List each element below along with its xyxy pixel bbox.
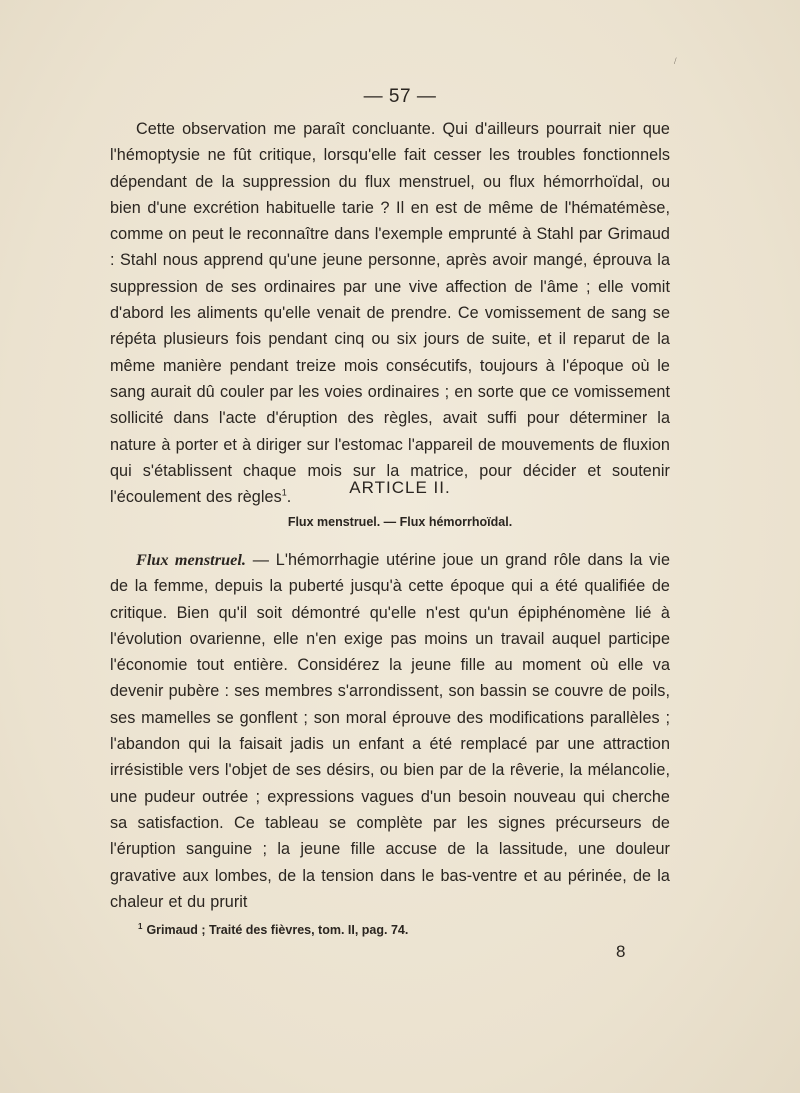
article-subheading: Flux menstruel. — Flux hémorrhoïdal. xyxy=(287,515,513,529)
article-heading: ARTICLE II. xyxy=(349,478,451,497)
page-number: — 57 — xyxy=(363,86,437,107)
footnote-marker: 1 xyxy=(138,922,143,931)
footnote-text: Grimaud ; Traité des fièvres, tom. II, pag. 74. xyxy=(146,923,409,938)
paragraph-lead: Flux menstruel. xyxy=(136,551,247,569)
paragraph-end: . xyxy=(286,488,292,507)
stray-mark: / xyxy=(674,56,677,66)
paragraph-text xyxy=(110,547,670,915)
paragraph-body: Cette observation me paraît concluante. Qui d'ailleurs pourrait nier que l'hémoptysie ne fût critique, lorsqu'elle fait cesser les troubles fonctionnels dépendant de la suppression du flux menstruel, ou flux hémorrhoïdal, ou bien d'une excrétion habituelle tarie ? Il en est de même de l'hématémèse, comme on peut le reconnaître dans l'exemple emprunté à Stahl par Grimaud : Stahl nous apprend qu'une jeune personne, après avoir mangé, éprouva la suppression de ses ordinaires par une vive affection de l'âme ; elle vomit d'abord les aliments qu'elle venait de prendre. Ce vomissement de sang se répéta plusieurs fois pendant cinq ou six jours de suite, et il reparut de la même manière pendant treize mois consécutifs, toujours à l'époque où le sang aurait dû couler par les voies ordinaires ; en sorte que ce vomissement sollicité dans l'acte d'éruption des règles, avait suffi pour déterminer la nature à porter et à diriger sur l'estomac l'appareil de mouvements de fluxion qui s'établissent chaque mois sur la matrice, pour décider et soutenir l'écoulement des règles xyxy=(110,120,670,507)
paragraph-body: — L'hémorrhagie utérine joue un grand rôle dans la vie de la femme, depuis la puberté jusqu'à cette époque qui a été qualifiée de critique. Bien qu'il soit démontré qu'elle n'est qu'un épiphénomène lié à l'évolution ovarienne, elle n'en exige pas moins un travail auquel participe l'économie tout entière. Considérez la jeune fille au moment où elle va devenir pubère : ses membres s'arrondissent, son bassin se couvre de poils, ses mamelles se gonflent ; son moral éprouve des modifications parallèles ; l'abandon qui la faisait jadis un enfant a été remplacé par une attraction irrésistible vers l'objet de ses désirs, ou bien par de la rêverie, la mélancolie, une pudeur outrée ; expressions vagues d'un besoin nouveau qui cherche sa satisfaction. Ce tableau se complète par les signes précurseurs de l'éruption sanguine ; la jeune fille accuse de la lassitude, une douleur gravative aux lombes, de la tension dans le bas-ventre et au périnée, de la chaleur et du prurit xyxy=(110,551,670,911)
footnote xyxy=(138,922,408,937)
signature-mark: 8 xyxy=(616,942,626,961)
paragraph-observation xyxy=(110,116,670,510)
footnote-reference: 1 xyxy=(281,487,287,498)
paragraph-text xyxy=(110,116,670,510)
paragraph-flux-menstruel xyxy=(110,547,670,915)
